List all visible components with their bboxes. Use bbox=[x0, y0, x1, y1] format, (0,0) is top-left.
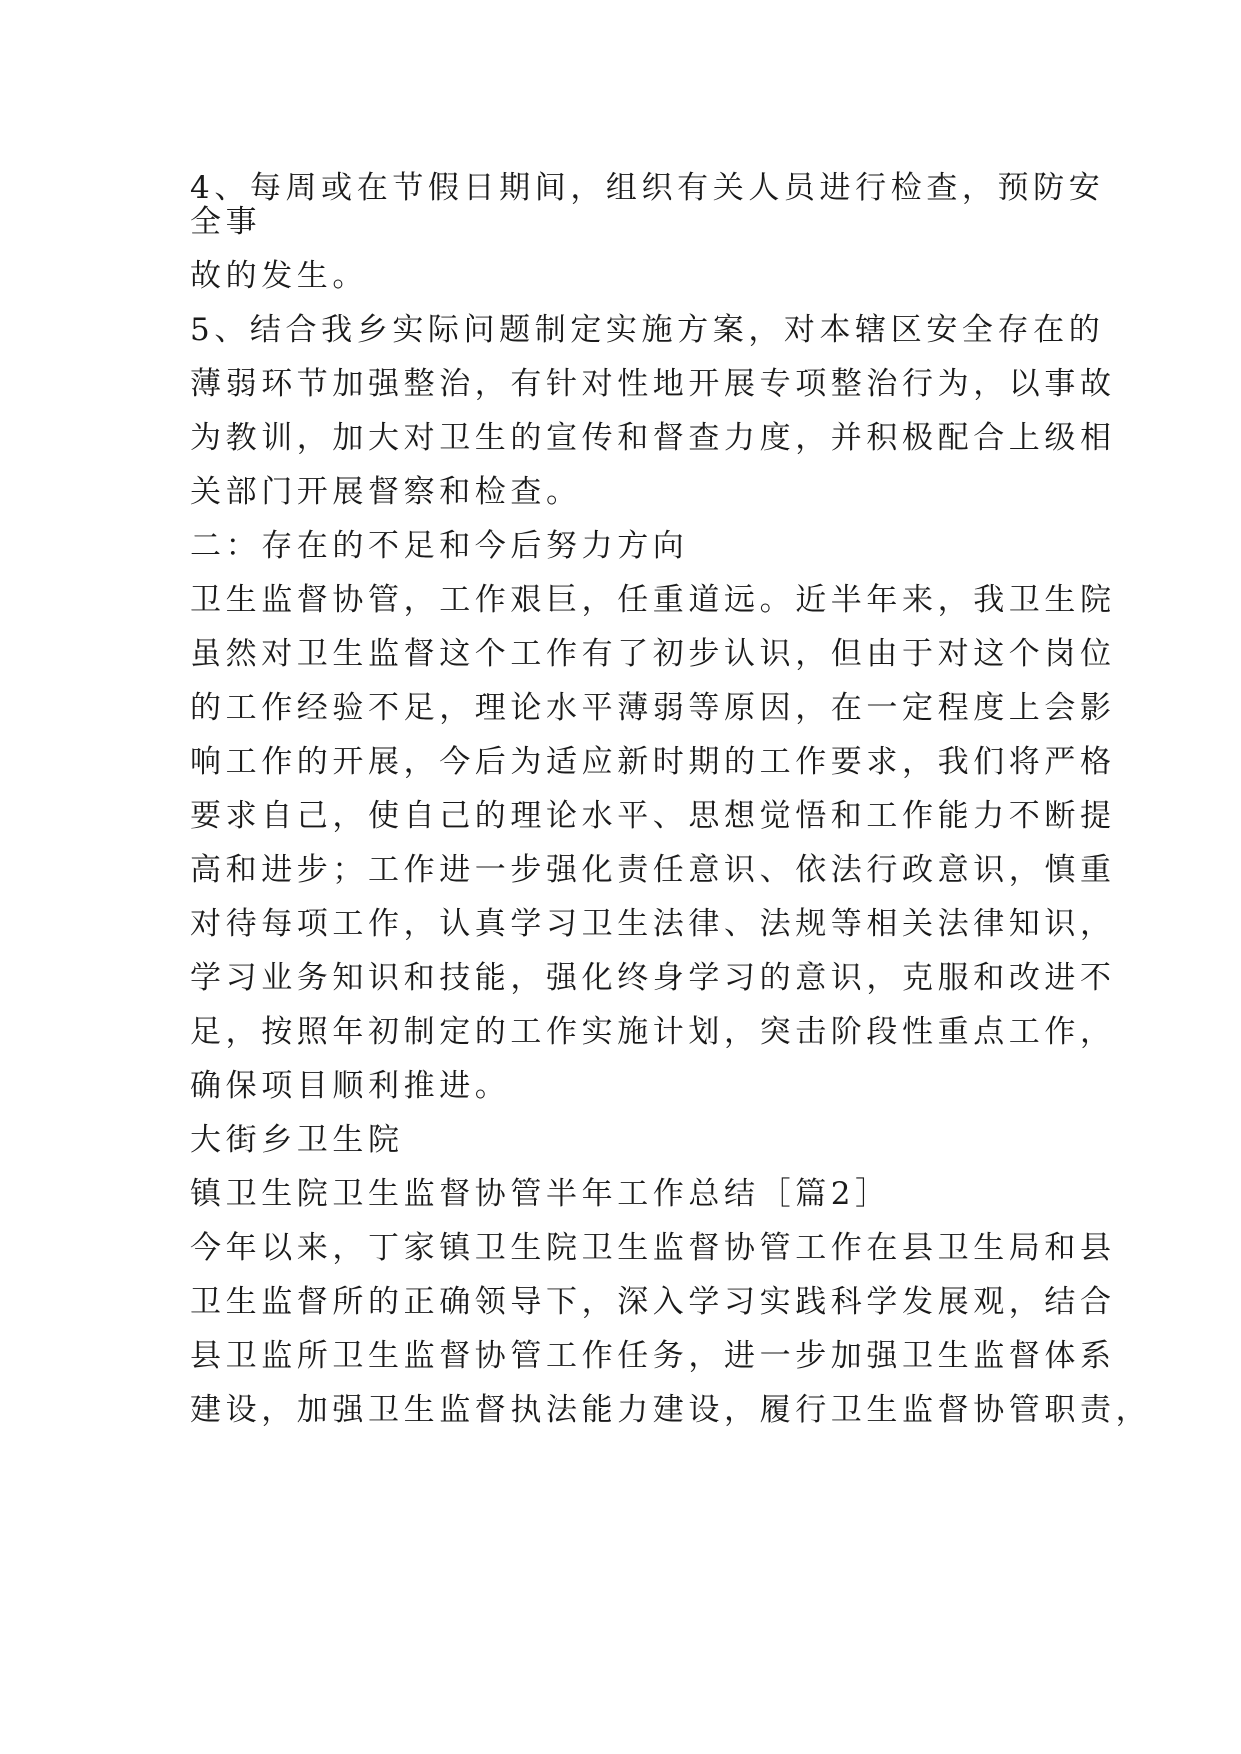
paragraph-line: 全事 bbox=[190, 204, 262, 240]
paragraph-line: 的工作经验不足，理论水平薄弱等原因，在一定程度上会影 bbox=[190, 690, 1116, 726]
paragraph-line: 虽然对卫生监督这个工作有了初步认识，但由于对这个岗位 bbox=[190, 636, 1116, 672]
paragraph-line: 卫生监督协管，工作艰巨，任重道远。近半年来，我卫生院 bbox=[190, 582, 1116, 618]
signature-line: 大街乡卫生院 bbox=[190, 1122, 404, 1158]
paragraph-line: 确保项目顺利推进。 bbox=[190, 1068, 511, 1104]
paragraph-line: 故的发生。 bbox=[190, 258, 368, 294]
paragraph-line: 学习业务知识和技能，强化终身学习的意识，克服和改进不 bbox=[190, 960, 1116, 996]
paragraph-line: 为教训，加大对卫生的宣传和督查力度，并积极配合上级相 bbox=[190, 420, 1116, 456]
paragraph-line: 关部门开展督察和检查。 bbox=[190, 474, 582, 510]
paragraph-line: 足，按照年初制定的工作实施计划，突击阶段性重点工作， bbox=[190, 1014, 1116, 1050]
paragraph-line: 卫生监督所的正确领导下，深入学习实践科学发展观，结合 bbox=[190, 1284, 1116, 1320]
paragraph-line: 要求自己，使自己的理论水平、思想觉悟和工作能力不断提 bbox=[190, 798, 1116, 834]
paragraph-line: 4、每周或在节假日期间，组织有关人员进行检查，预防安 bbox=[190, 170, 1105, 206]
paragraph-line: 对待每项工作，认真学习卫生法律、法规等相关法律知识， bbox=[190, 906, 1116, 942]
paragraph-line: 建设，加强卫生监督执法能力建设，履行卫生监督协管职责， bbox=[190, 1392, 1152, 1428]
paragraph-line: 今年以来，丁家镇卫生院卫生监督协管工作在县卫生局和县 bbox=[190, 1230, 1116, 1266]
paragraph-line: 5、结合我乡实际问题制定实施方案，对本辖区安全存在的 bbox=[190, 312, 1105, 348]
section-heading: 二：存在的不足和今后努力方向 bbox=[190, 528, 689, 564]
paragraph-line: 县卫监所卫生监督协管工作任务，进一步加强卫生监督体系 bbox=[190, 1338, 1116, 1374]
article-title: 镇卫生院卫生监督协管半年工作总结［篇2］ bbox=[190, 1176, 891, 1212]
paragraph-line: 响工作的开展，今后为适应新时期的工作要求，我们将严格 bbox=[190, 744, 1116, 780]
paragraph-line: 薄弱环节加强整治，有针对性地开展专项整治行为，以事故 bbox=[190, 366, 1116, 402]
paragraph-line: 高和进步；工作进一步强化责任意识、依法行政意识，慎重 bbox=[190, 852, 1116, 888]
